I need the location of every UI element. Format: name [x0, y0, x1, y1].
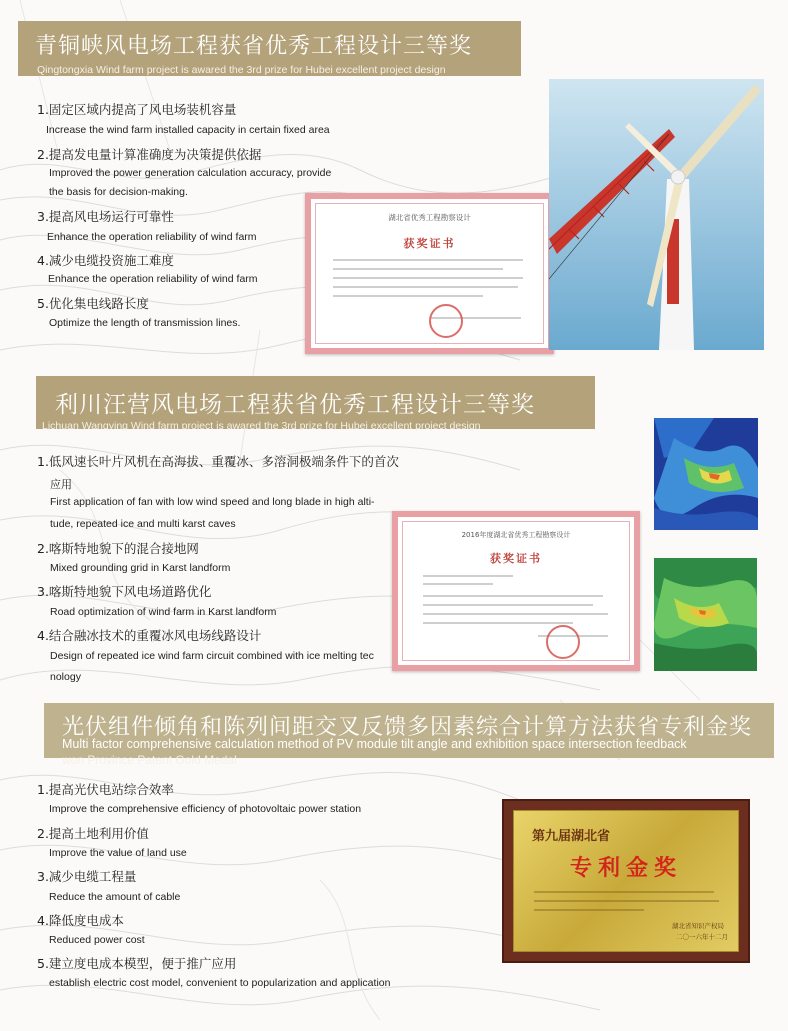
section-3-item-4: 4.降低度电成本 — [37, 913, 124, 928]
section-1-item-5: 5.优化集电线路长度 — [37, 296, 149, 311]
section-2-item-4-en: Design of repeated ice wind farm circuit combined with ice melting tec — [50, 650, 374, 662]
section-3-subtitle-1: Multi factor comprehensive calculation method of PV module tilt angle and exhibition space intersection feedback — [62, 737, 687, 751]
section-3-item-4-en: Reduced power cost — [49, 934, 145, 946]
section-1-item-2-en: Improved the power generation calculation accuracy, provide — [49, 167, 332, 179]
wind-resource-map-top — [654, 418, 758, 530]
award-certificate-2 — [392, 511, 640, 671]
certificate-2-header: 2016年度湖北省优秀工程勘察设计 — [461, 531, 571, 539]
section-1-item-1: 1.固定区域内提高了风电场装机容量 — [37, 102, 237, 117]
section-3-item-5-en: establish electric cost model, convenient to popularization and application — [49, 977, 391, 989]
plaque-footer: 湖北省知识产权局 — [672, 922, 724, 930]
section-3-item-3: 3.减少电缆工程量 — [37, 869, 137, 884]
section-3-item-1-en: Improve the comprehensive efficiency of photovoltaic power station — [49, 803, 362, 815]
section-1-item-4: 4.减少电缆投资施工难度 — [37, 253, 174, 268]
section-2-item-3-en: Road optimization of wind farm in Karst landform — [50, 606, 277, 618]
section-1-item-3-en: Enhance the operation reliability of wind farm — [47, 231, 257, 243]
section-3-item-2: 2.提高土地利用价值 — [37, 826, 149, 841]
section-2-item-2: 2.喀斯特地貌下的混合接地网 — [37, 541, 199, 556]
section-1-item-2: 2.提高发电量计算准确度为决策提供依据 — [37, 147, 262, 162]
section-2-item-1-cont: 应用 — [50, 478, 72, 491]
section-1-item-5-en: Optimize the length of transmission lines. — [49, 317, 241, 329]
section-2-item-1-en: First application of fan with low wind speed and long blade in high alti- — [50, 496, 375, 508]
section-3-title: 光伏组件倾角和陈列间距交叉反馈多因素综合计算方法获省专利金奖 — [62, 715, 753, 740]
wind-resource-map-bottom — [654, 558, 757, 671]
section-2-item-4-en-2: nology — [50, 671, 81, 683]
wind-turbine-photo — [549, 79, 764, 350]
section-1-item-1-en: Increase the wind farm installed capacity in certain fixed area — [46, 124, 330, 136]
section-1-item-2-en-2: the basis for decision-making. — [49, 186, 188, 198]
plaque-header: 第九届湖北省 — [532, 829, 611, 844]
certificate-1-header: 湖北省优秀工程勘察设计 — [388, 213, 471, 222]
patent-gold-medal-plaque — [502, 799, 750, 963]
section-2-item-2-en: Mixed grounding grid in Karst landform — [50, 562, 231, 574]
section-2-item-1-en-2: tude, repeated ice and multi karst caves — [50, 518, 236, 530]
award-certificate-1 — [305, 193, 554, 354]
seal-icon — [546, 625, 580, 659]
section-2-subtitle: Lichuan Wangying Wind farm project is awared the 3rd prize for Hubei excellent project design — [42, 420, 481, 432]
section-1-item-3: 3.提高风电场运行可靠性 — [37, 209, 174, 224]
section-1-item-4-en: Enhance the operation reliability of wind farm — [48, 273, 258, 285]
certificate-1-title: 获奖证书 — [403, 237, 456, 250]
section-3-item-2-en: Improve the value of land use — [49, 847, 187, 859]
certificate-2-title: 获奖证书 — [490, 552, 542, 565]
section-2-title: 利川汪营风电场工程获省优秀工程设计三等奖 — [55, 392, 535, 418]
section-1-title: 青铜峡风电场工程获省优秀工程设计三等奖 — [35, 34, 473, 59]
plaque-date: 二〇一六年十二月 — [676, 933, 728, 941]
seal-icon — [429, 304, 463, 338]
section-3-item-5: 5.建立度电成本模型，便于推广应用 — [37, 956, 237, 971]
section-1-subtitle: Qingtongxia Wind farm project is awared the 3rd prize for Hubei excellent project design — [37, 64, 446, 76]
plaque-title: 专利金奖 — [569, 856, 682, 881]
section-2-item-3: 3.喀斯特地貌下风电场道路优化 — [37, 584, 212, 599]
section-2-item-1: 1.低风速长叶片风机在高海拔、重覆冰、多溶洞极端条件下的首次 — [37, 454, 399, 469]
section-3-item-3-en: Reduce the amount of cable — [49, 891, 181, 903]
section-3-subtitle-2: won Province Patent Gold Medal — [62, 753, 237, 767]
section-2-item-4: 4.结合融冰技术的重覆冰风电场线路设计 — [37, 628, 262, 643]
section-3-item-1: 1.提高光伏电站综合效率 — [37, 782, 174, 797]
